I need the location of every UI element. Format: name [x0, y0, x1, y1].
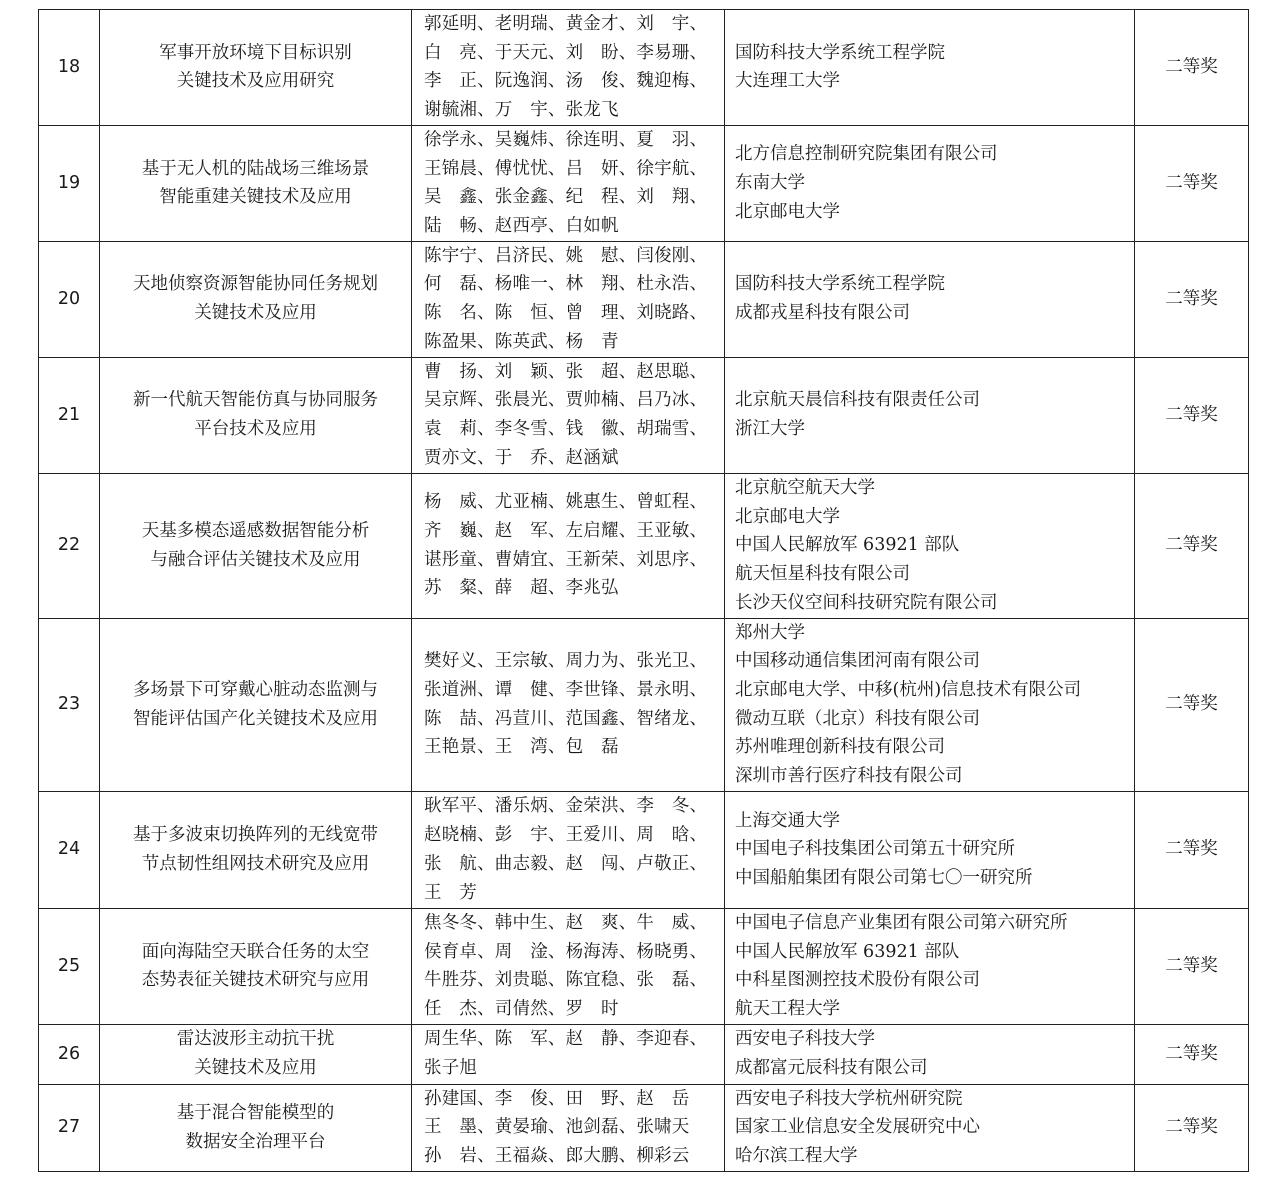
units-line: 中国移动通信集团河南有限公司 — [735, 651, 980, 672]
title-line: 天地侦察资源智能协同任务规划 — [133, 274, 378, 295]
contributors — [412, 1024, 725, 1084]
project-title — [100, 125, 412, 241]
names-line: 孙 岩、王福焱、郎大鹏、柳彩云 — [424, 1146, 690, 1167]
project-title — [100, 241, 412, 357]
units-line: 成都戎星科技有限公司 — [735, 303, 910, 324]
names-line: 白 亮、于天元、刘 盼、李易珊、 — [424, 42, 708, 63]
title-line: 军事开放环境下目标识别 — [159, 42, 352, 63]
contributors — [412, 357, 725, 473]
units-line: 大连理工大学 — [735, 71, 840, 92]
units-line: 中国船舶集团有限公司第七〇一研究所 — [735, 868, 1033, 889]
title-line: 与融合评估关键技术及应用 — [150, 549, 361, 570]
contributors — [412, 125, 725, 241]
units-line: 西安电子科技大学 — [735, 1029, 875, 1050]
institutions — [725, 10, 1135, 126]
row-number: 18 — [39, 10, 100, 126]
row-number: 27 — [39, 1084, 100, 1171]
names-line: 陈 喆、冯荁川、范国鑫、智绪龙、 — [424, 708, 708, 729]
names-line: 贾亦文、于 乔、赵涵斌 — [424, 447, 619, 468]
names-line: 陆 畅、赵西亭、白如帆 — [424, 215, 619, 236]
names-line: 谌彤童、曹婧宜、王新荣、刘思序、 — [424, 549, 708, 570]
units-line: 北京航天晨信科技有限责任公司 — [735, 390, 980, 411]
row-number: 24 — [39, 791, 100, 908]
units-line: 成都富元辰科技有限公司 — [735, 1058, 928, 1079]
units-line: 北京邮电大学 — [735, 201, 840, 222]
award-level: 二等奖 — [1135, 1024, 1249, 1084]
units-line: 北京邮电大学、中移(杭州)信息技术有限公司 — [735, 680, 1082, 701]
units-line: 北方信息控制研究院集团有限公司 — [735, 144, 998, 165]
award-level: 二等奖 — [1135, 357, 1249, 473]
institutions — [725, 1084, 1135, 1171]
table-row — [39, 1024, 1249, 1084]
units-line: 郑州大学 — [735, 622, 805, 643]
row-number: 19 — [39, 125, 100, 241]
project-title — [100, 618, 412, 791]
title-line: 智能评估国产化关键技术及应用 — [133, 708, 378, 729]
table-row — [39, 125, 1249, 241]
institutions — [725, 125, 1135, 241]
names-line: 赵晓楠、彭 宇、王爱川、周 晗、 — [424, 825, 708, 846]
names-line: 张子旭 — [424, 1058, 478, 1079]
award-table — [38, 9, 1249, 1172]
units-line: 中国电子科技集团公司第五十研究所 — [735, 839, 1015, 860]
award-level: 二等奖 — [1135, 908, 1249, 1024]
table-row — [39, 791, 1249, 908]
names-line: 李 正、阮逸润、汤 俊、魏迎梅、 — [424, 71, 708, 92]
title-line: 面向海陆空天联合任务的太空 — [141, 941, 370, 962]
table-row — [39, 241, 1249, 357]
units-line: 哈尔滨工程大学 — [735, 1146, 858, 1167]
names-line: 徐学永、吴巍炜、徐连明、夏 羽、 — [424, 129, 708, 150]
names-line: 张道洲、谭 健、李世锋、景永明、 — [424, 680, 708, 701]
units-line: 中国电子信息产业集团有限公司第六研究所 — [735, 912, 1068, 933]
names-line: 何 磊、杨唯一、林 翔、杜永浩、 — [424, 274, 708, 295]
title-line: 基于多波束切换阵列的无线宽带 — [133, 825, 378, 846]
award-level: 二等奖 — [1135, 618, 1249, 791]
contributors — [412, 10, 725, 126]
names-line: 侯育卓、周 淦、杨海涛、杨晓勇、 — [424, 941, 708, 962]
names-line: 任 杰、司倩然、罗 时 — [424, 998, 619, 1019]
title-line: 节点韧性组网技术研究及应用 — [141, 853, 370, 874]
names-line: 陈 名、陈 恒、曾 理、刘晓路、 — [424, 303, 708, 324]
units-line: 北京航空航天大学 — [735, 477, 875, 498]
award-table-body — [39, 10, 1249, 1172]
names-line: 杨 威、尤亚楠、姚惠生、曾虹程、 — [424, 492, 708, 513]
award-level: 二等奖 — [1135, 1084, 1249, 1171]
table-row — [39, 357, 1249, 473]
table-row — [39, 908, 1249, 1024]
units-line: 中国人民解放军 63921 部队 — [735, 535, 960, 556]
contributors — [412, 473, 725, 618]
contributors — [412, 241, 725, 357]
units-line: 长沙天仪空间科技研究院有限公司 — [735, 592, 998, 613]
title-line: 态势表征关键技术研究与应用 — [141, 970, 370, 991]
title-line: 关键技术及应用 — [194, 1058, 317, 1079]
contributors — [412, 1084, 725, 1171]
project-title — [100, 10, 412, 126]
names-line: 王 墨、黄晏瑜、池剑磊、张啸天 — [424, 1117, 690, 1138]
names-line: 张 航、曲志毅、赵 闯、卢敬正、 — [424, 853, 708, 874]
units-line: 中国人民解放军 63921 部队 — [735, 941, 960, 962]
title-line: 新一代航天智能仿真与协同服务 — [133, 390, 378, 411]
table-row — [39, 473, 1249, 618]
units-line: 深圳市善行医疗科技有限公司 — [735, 766, 963, 787]
project-title — [100, 791, 412, 908]
title-line: 关键技术及应用 — [194, 303, 317, 324]
names-line: 王锦晨、傅忧忧、吕 妍、徐宇航、 — [424, 158, 708, 179]
names-line: 谢毓湘、万 宇、张龙飞 — [424, 100, 619, 121]
award-level: 二等奖 — [1135, 10, 1249, 126]
row-number: 21 — [39, 357, 100, 473]
award-level: 二等奖 — [1135, 473, 1249, 618]
names-line: 周生华、陈 军、赵 静、李迎春、 — [424, 1029, 708, 1050]
title-line: 天基多模态遥感数据智能分析 — [141, 520, 370, 541]
table-row — [39, 1084, 1249, 1171]
title-line: 智能重建关键技术及应用 — [159, 187, 352, 208]
row-number: 23 — [39, 618, 100, 791]
names-line: 耿军平、潘乐炳、金荣洪、李 冬、 — [424, 796, 708, 817]
units-line: 东南大学 — [735, 172, 805, 193]
project-title — [100, 357, 412, 473]
table-row — [39, 618, 1249, 791]
award-level: 二等奖 — [1135, 241, 1249, 357]
award-level: 二等奖 — [1135, 791, 1249, 908]
institutions — [725, 1024, 1135, 1084]
units-line: 苏州唯理创新科技有限公司 — [735, 737, 945, 758]
units-line: 上海交通大学 — [735, 810, 840, 831]
project-title — [100, 473, 412, 618]
institutions — [725, 241, 1135, 357]
units-line: 微动互联（北京）科技有限公司 — [735, 708, 980, 729]
title-line: 平台技术及应用 — [194, 419, 317, 440]
title-line: 数据安全治理平台 — [185, 1131, 326, 1152]
institutions — [725, 908, 1135, 1024]
contributors — [412, 791, 725, 908]
names-line: 苏 粲、薛 超、李兆弘 — [424, 578, 619, 599]
award-level: 二等奖 — [1135, 125, 1249, 241]
units-line: 国防科技大学系统工程学院 — [735, 274, 945, 295]
row-number: 22 — [39, 473, 100, 618]
names-line: 王艳景、王 湾、包 磊 — [424, 737, 619, 758]
title-line: 雷达波形主动抗干扰 — [176, 1029, 335, 1050]
names-line: 袁 莉、李冬雪、钱 徽、胡瑞雪、 — [424, 419, 708, 440]
project-title — [100, 1024, 412, 1084]
row-number: 25 — [39, 908, 100, 1024]
title-line: 基于混合智能模型的 — [176, 1103, 335, 1123]
names-line: 王 芳 — [424, 882, 478, 903]
names-line: 曹 扬、刘 颖、张 超、赵思聪、 — [424, 361, 708, 382]
title-line: 关键技术及应用研究 — [176, 71, 335, 92]
units-line: 航天工程大学 — [735, 998, 840, 1019]
units-line: 浙江大学 — [735, 419, 805, 440]
names-line: 吴京辉、张晨光、贾帅楠、吕乃冰、 — [424, 390, 708, 411]
names-line: 焦冬冬、韩中生、赵 爽、牛 威、 — [424, 912, 708, 933]
institutions — [725, 357, 1135, 473]
units-line: 航天恒星科技有限公司 — [735, 563, 910, 584]
names-line: 陈盈果、陈英武、杨 青 — [424, 331, 619, 352]
units-line: 国家工业信息安全发展研究中心 — [735, 1117, 980, 1138]
table-row — [39, 10, 1249, 126]
project-title — [100, 908, 412, 1024]
project-title — [100, 1084, 412, 1171]
names-line: 郭延明、老明瑞、黄金才、刘 宇、 — [424, 14, 708, 34]
units-line: 国防科技大学系统工程学院 — [735, 42, 945, 63]
names-line: 齐 巍、赵 军、左启耀、王亚敏、 — [424, 520, 708, 541]
units-line: 西安电子科技大学杭州研究院 — [735, 1088, 963, 1109]
title-line: 基于无人机的陆战场三维场景 — [141, 158, 370, 179]
units-line: 北京邮电大学 — [735, 506, 840, 527]
contributors — [412, 618, 725, 791]
institutions — [725, 618, 1135, 791]
names-line: 孙建国、李 俊、田 野、赵 岳 — [424, 1088, 690, 1109]
units-line: 中科星图测控技术股份有限公司 — [735, 970, 980, 991]
contributors — [412, 908, 725, 1024]
row-number: 20 — [39, 241, 100, 357]
institutions — [725, 473, 1135, 618]
institutions — [725, 791, 1135, 908]
names-line: 樊好义、王宗敏、周力为、张光卫、 — [424, 651, 708, 672]
title-line: 多场景下可穿戴心脏动态监测与 — [133, 680, 378, 701]
names-line: 陈宇宁、吕济民、姚 慰、闫俊刚、 — [424, 245, 708, 266]
names-line: 牛胜芬、刘贵聪、陈宜稳、张 磊、 — [424, 970, 708, 991]
row-number: 26 — [39, 1024, 100, 1084]
names-line: 吴 鑫、张金鑫、纪 程、刘 翔、 — [424, 187, 708, 208]
